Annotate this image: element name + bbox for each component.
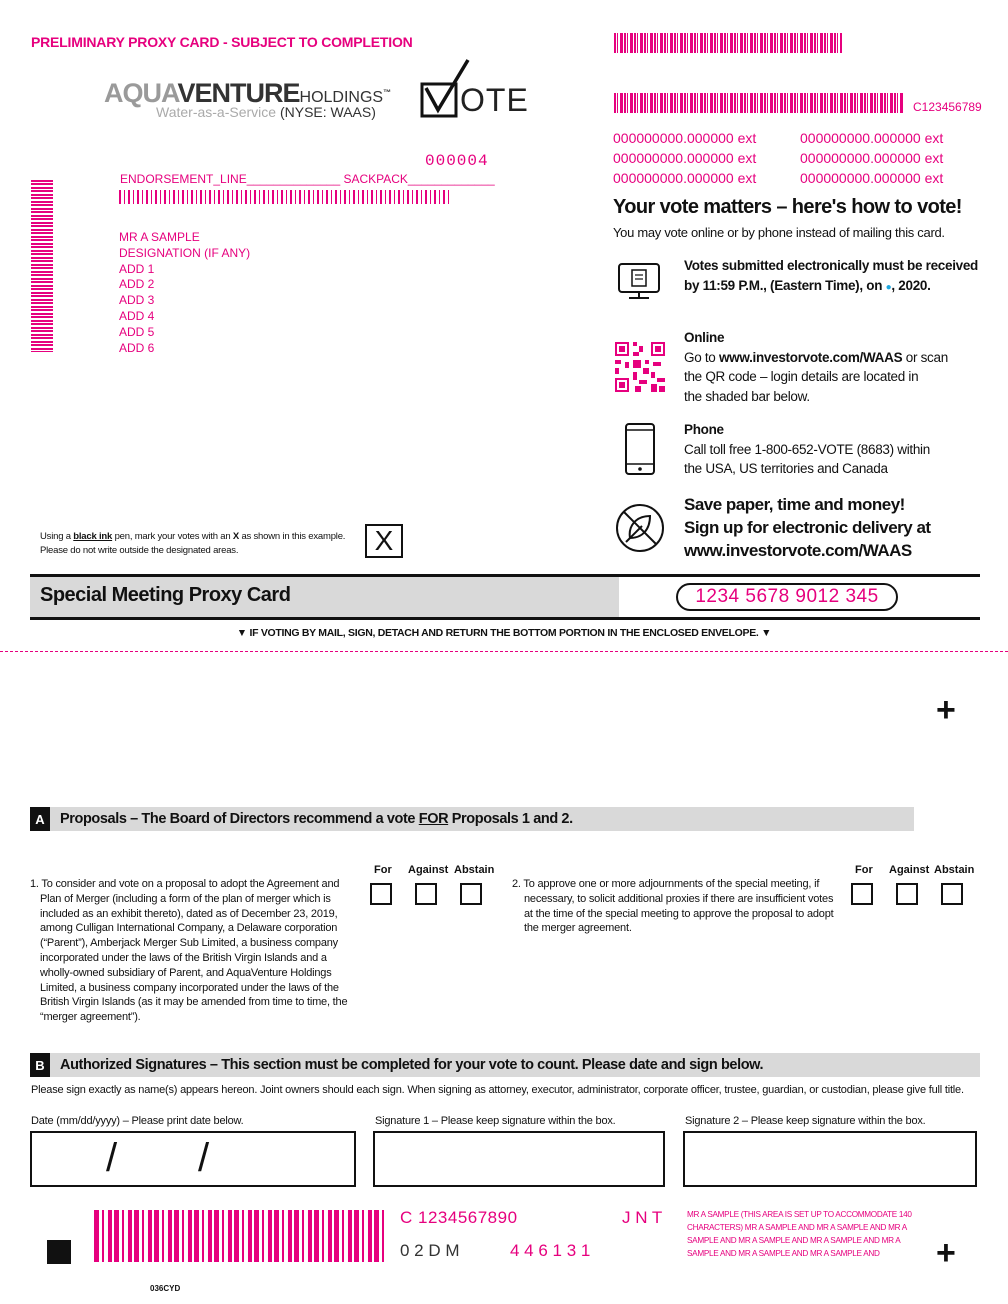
phone-text: Call toll free 1-800-652-VOTE (8683) within (684, 441, 930, 457)
save-url-link[interactable]: www.investorvote.com/WAAS (684, 541, 912, 560)
col-against-label: Against (408, 864, 449, 876)
ext-line: 000000000.000000 ext (800, 150, 944, 166)
signature-2-box[interactable] (683, 1131, 977, 1187)
registration-mark-plus: + (936, 691, 956, 729)
logo-venture: VENTURE (177, 78, 300, 108)
proposal-1-for-checkbox[interactable] (370, 883, 392, 905)
top-barcode-1 (614, 33, 842, 53)
mailing-address (119, 230, 250, 356)
online-text: or scan (902, 349, 948, 365)
phone-section (684, 420, 930, 479)
footer-sample-text: MR A SAMPLE (THIS AREA IS SET UP TO ACCOMMODATE 140 CHARACTERS) MR A SAMPLE AND MR A SAMPLE AND MR A SAMPLE AND MR A SAMPLE AND MR A SAMPLE AND MR A SAMPLE AND MR A SAMPLE AND MR A SAMPLE AND (687, 1210, 912, 1258)
monitor-icon (614, 260, 664, 304)
address-line: ADD 2 (119, 277, 155, 292)
ink-note (40, 530, 345, 558)
ink-note-text: as shown in this example. (239, 531, 346, 542)
online-url-link[interactable]: www.investorvote.com/WAAS (718, 349, 903, 365)
online-section (684, 328, 948, 406)
date-input-box[interactable] (30, 1131, 356, 1187)
address-line: ADD 3 (119, 293, 155, 308)
signature-1-box[interactable] (373, 1131, 665, 1187)
section-b-letter: B (30, 1053, 50, 1077)
ext-line: 000000000.000000 ext (613, 130, 757, 146)
proposal-1-abstain-checkbox[interactable] (460, 883, 482, 905)
section-a-header (30, 807, 914, 831)
ink-note-text: Using a (40, 531, 74, 542)
save-text: Sign up for electronic delivery at (684, 518, 931, 537)
preliminary-label: PRELIMINARY PROXY CARD - SUBJECT TO COMPLETION (31, 34, 413, 50)
ext-line: 000000000.000000 ext (613, 170, 757, 186)
col-against-label: Against (889, 864, 930, 876)
postal-barcode (119, 190, 449, 204)
ext-line: 000000000.000000 ext (800, 130, 944, 146)
detach-line (0, 651, 1008, 652)
address-line: ADD 6 (119, 340, 155, 355)
signature-1-label: Signature 1 – Please keep signature within the box. (375, 1115, 616, 1127)
detach-instructions: ▼ IF VOTING BY MAIL, SIGN, DETACH AND RETURN THE BOTTOM PORTION IN THE ENCLOSED ENVELOPE. ▼ (236, 627, 772, 639)
save-section (684, 493, 931, 562)
phone-icon (622, 422, 658, 476)
online-text: Go to (684, 349, 719, 365)
col-for-label: For (374, 864, 392, 876)
section-b-header (30, 1053, 980, 1077)
section-a-title: Proposals 1 and 2. (448, 811, 573, 827)
registration-square (47, 1240, 71, 1264)
proposal-2-abstain-checkbox[interactable] (941, 883, 963, 905)
col-abstain-label: Abstain (934, 864, 975, 876)
footer-code-number: 4 4 6 1 3 1 (510, 1241, 591, 1260)
online-text: the shaded bar below. (684, 388, 810, 404)
signature-instructions: Please sign exactly as name(s) appears hereon. Joint owners should each sign. When signing as attorney, executor, administrator, corporate officer, trustee, guardian, or custodian, please give full title. (31, 1084, 964, 1096)
proposal-2-against-checkbox[interactable] (896, 883, 918, 905)
leaf-icon (614, 502, 666, 554)
deadline-year: , 2020. (891, 278, 931, 293)
control-number: 1234 5678 9012 345 (676, 583, 898, 611)
date-label: Date (mm/dd/yyyy) – Please print date below. (31, 1115, 244, 1127)
address-line: ADD 1 (119, 261, 155, 276)
example-x-mark: X (374, 525, 394, 556)
address-line: ADD 4 (119, 308, 155, 323)
date-slash: / (106, 1136, 118, 1180)
logo-tm: ™ (383, 88, 391, 97)
date-slash: / (198, 1136, 210, 1180)
footer-code-c: C 1234567890 (400, 1208, 518, 1227)
ink-note-black: black ink (73, 531, 113, 542)
footer-code-jnt: J N T (622, 1208, 663, 1227)
section-a-title: Proposals – The Board of Directors recommend a vote (60, 811, 419, 827)
registration-mark-plus: + (936, 1234, 956, 1272)
phone-text: the USA, US territories and Canada (684, 461, 888, 476)
proposal-2-for-checkbox[interactable] (851, 883, 873, 905)
proxy-card-title: Special Meeting Proxy Card (40, 584, 291, 606)
phone-title: Phone (684, 422, 724, 437)
online-text: the QR code – login details are located in (684, 369, 919, 384)
col-for-label: For (855, 864, 873, 876)
section-b-title: Authorized Signatures – This section must be completed for your vote to count. Please date and sign below. (60, 1057, 764, 1073)
footer-code-dm: 0 2 D M (400, 1241, 460, 1260)
proposal-1-against-checkbox[interactable] (415, 883, 437, 905)
section-a-letter: A (30, 807, 50, 831)
logo-holdings: HOLDINGS (299, 89, 384, 106)
vote-text: OTE (460, 82, 529, 118)
deadline-line: by 11:59 P.M., (Eastern Time), on (684, 278, 886, 293)
form-id: 036CYD (150, 1284, 181, 1293)
vote-logo (420, 58, 529, 122)
online-title: Online (684, 330, 725, 345)
ink-note-text: pen, mark your votes with an (112, 531, 233, 542)
col-abstain-label: Abstain (454, 864, 495, 876)
top-barcode-2 (614, 93, 904, 113)
address-line: DESIGNATION (IF ANY) (119, 245, 251, 260)
ink-note-text: Please do not write outside the designated areas. (40, 545, 239, 556)
address-line: MR A SAMPLE (119, 230, 200, 244)
date-placeholder-dot: ● (885, 282, 892, 293)
signature-2-label: Signature 2 – Please keep signature within the box. (685, 1115, 926, 1127)
address-line: ADD 5 (119, 324, 155, 339)
footer-barcode (94, 1210, 386, 1262)
qr-code-icon[interactable] (613, 340, 667, 394)
ext-line: 000000000.000000 ext (800, 170, 944, 186)
endorsement-line: ENDORSEMENT_LINE______________ SACKPACK_____________ (120, 172, 495, 186)
proposal-1-text: 1. To consider and vote on a proposal to adopt the Agreement and Plan of Merger (including a form of the plan of merger which is included as an exhibit thereto), dated as of December 23, 2019, among Culligan International Company, a Delaware corporation (“Parent”), Amberjack Merger Sub Limited, a business company incorporated under the laws of the British Virgin Islands and a wholly-owned subsidiary of Parent, and AquaVenture Holdings Limited, a business company incorporated under the laws of the British Virgin Islands (as it may be amended from time to time, the “merger agreement”). (30, 878, 348, 1024)
vote-heading: Your vote matters – here's how to vote! (613, 196, 962, 218)
save-text: Save paper, time and money! (684, 495, 905, 514)
form-code: C123456789 (913, 100, 982, 114)
ext-line: 000000000.000000 ext (613, 150, 757, 166)
logo-tagline: Water-as-a-Service (156, 104, 277, 120)
ink-note-x: X (232, 531, 239, 542)
sequence-number: 000004 (425, 152, 489, 170)
section-a-for: FOR (418, 811, 449, 827)
side-barcode (31, 180, 53, 352)
proposal-2-text: 2. To approve one or more adjournments of the special meeting, if necessary, to solicit additional proxies if there are insufficient votes at the time of the special meeting to approve the proposal to adopt the merger agreement. (512, 878, 834, 935)
example-mark-box (365, 524, 403, 558)
vote-subheading: You may vote online or by phone instead of mailing this card. (613, 225, 945, 240)
deadline-text (684, 256, 978, 298)
deadline-line: Votes submitted electronically must be received (684, 258, 979, 273)
logo-ticker: (NYSE: WAAS) (279, 104, 376, 120)
company-logo (104, 78, 414, 128)
logo-aqua: AQUA (104, 78, 178, 108)
